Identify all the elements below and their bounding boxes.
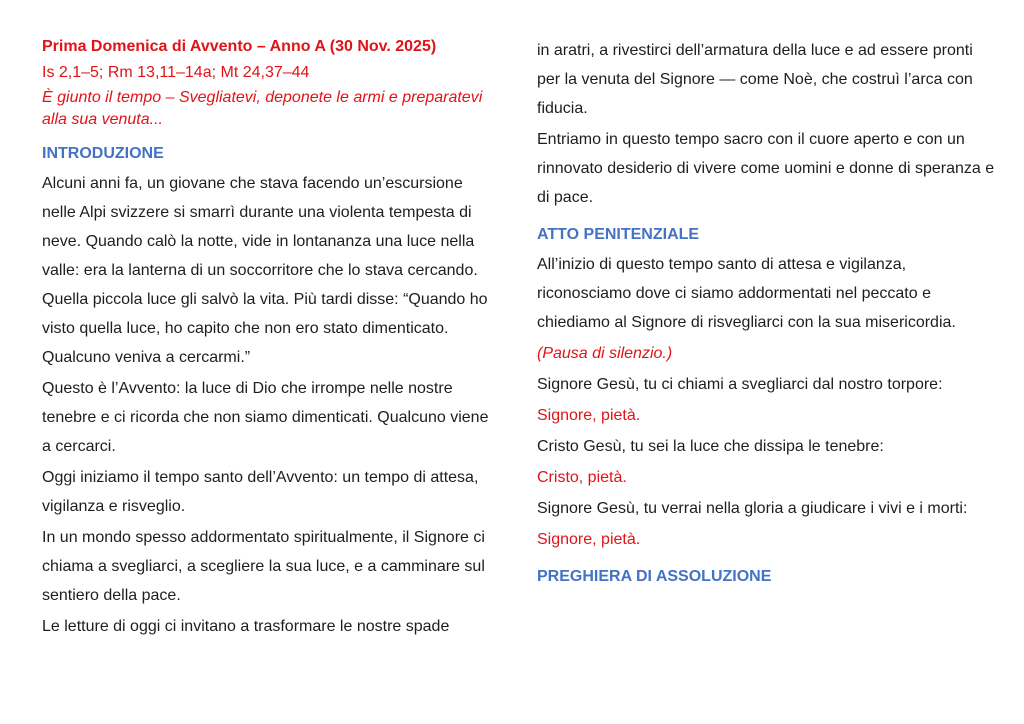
section-heading-atto-penitenziale: ATTO PENITENZIALE xyxy=(537,226,700,243)
invocation-2: Cristo Gesù, tu sei la luce che dissipa le tenebre: xyxy=(537,438,884,455)
intro-paragraph-1: Alcuni anni fa, un giovane che stava facendo un’escursione nelle Alpi svizzere si smarrì durante una violenta tempesta di neve. Quando calò la notte, vide in lontananza una luce nella valle: era la lanterna di un soccorritore che lo stava cercando. Quella piccola luce gli salvò la vita. Più tardi disse: “Quando ho visto quella luce, ho capito che non ero stato dimenticato. Qualcuno veniva a cercarmi.” xyxy=(42,175,488,366)
invocation-1: Signore Gesù, tu ci chiami a svegliarci dal nostro torpore: xyxy=(537,376,943,393)
theme-line: È giunto il tempo – Svegliatevi, deponete le armi e preparatevi alla sua venuta... xyxy=(42,89,483,128)
intro-paragraph-5: Le letture di oggi ci invitano a trasformare le nostre spade xyxy=(42,618,450,635)
section-heading-preghiera-di-assoluzione: PREGHIERA DI ASSOLUZIONE xyxy=(537,568,772,585)
column-right xyxy=(537,36,997,592)
response-3: Signore, pietà. xyxy=(537,531,641,548)
intro-paragraph-3: Oggi iniziamo il tempo santo dell’Avvento: un tempo di attesa, vigilanza e risveglio. xyxy=(42,469,479,515)
intro-paragraph-6: Entriamo in questo tempo sacro con il cuore aperto e con un rinnovato desiderio di vivere come uomini e donne di speranza e di pace. xyxy=(537,131,995,206)
silence-rubric: (Pausa di silenzio.) xyxy=(537,345,673,362)
lectionary-readings: Is 2,1–5; Rm 13,11–14a; Mt 24,37–44 xyxy=(42,64,310,81)
section-heading-introduzione: INTRODUZIONE xyxy=(42,145,164,162)
response-2: Cristo, pietà. xyxy=(537,469,627,486)
penitential-introduction: All’inizio di questo tempo santo di attesa e vigilanza, riconosciamo dove ci siamo addormentati nel peccato e chiediamo al Signore di risvegliarci con la sua misericordia. xyxy=(537,256,956,331)
invocation-3: Signore Gesù, tu verrai nella gloria a giudicare i vivi e i morti: xyxy=(537,500,968,517)
intro-paragraph-2: Questo è l’Avvento: la luce di Dio che irrompe nelle nostre tenebre e ci ricorda che non siamo dimenticati. Qualcuno viene a cercarci. xyxy=(42,380,489,455)
intro-paragraph-5-continuation: in aratri, a rivestirci dell’armatura della luce e ad essere pronti per la venuta del Signore — come Noè, che costruì l’arca con fiducia. xyxy=(537,42,973,117)
column-left xyxy=(42,36,492,643)
response-1: Signore, pietà. xyxy=(537,407,641,424)
intro-paragraph-4: In un mondo spesso addormentato spiritualmente, il Signore ci chiama a svegliarci, a scegliere la sua luce, e a camminare sul sentiero della pace. xyxy=(42,529,485,604)
document-title: Prima Domenica di Avvento – Anno A (30 Nov. 2025) xyxy=(42,38,437,55)
